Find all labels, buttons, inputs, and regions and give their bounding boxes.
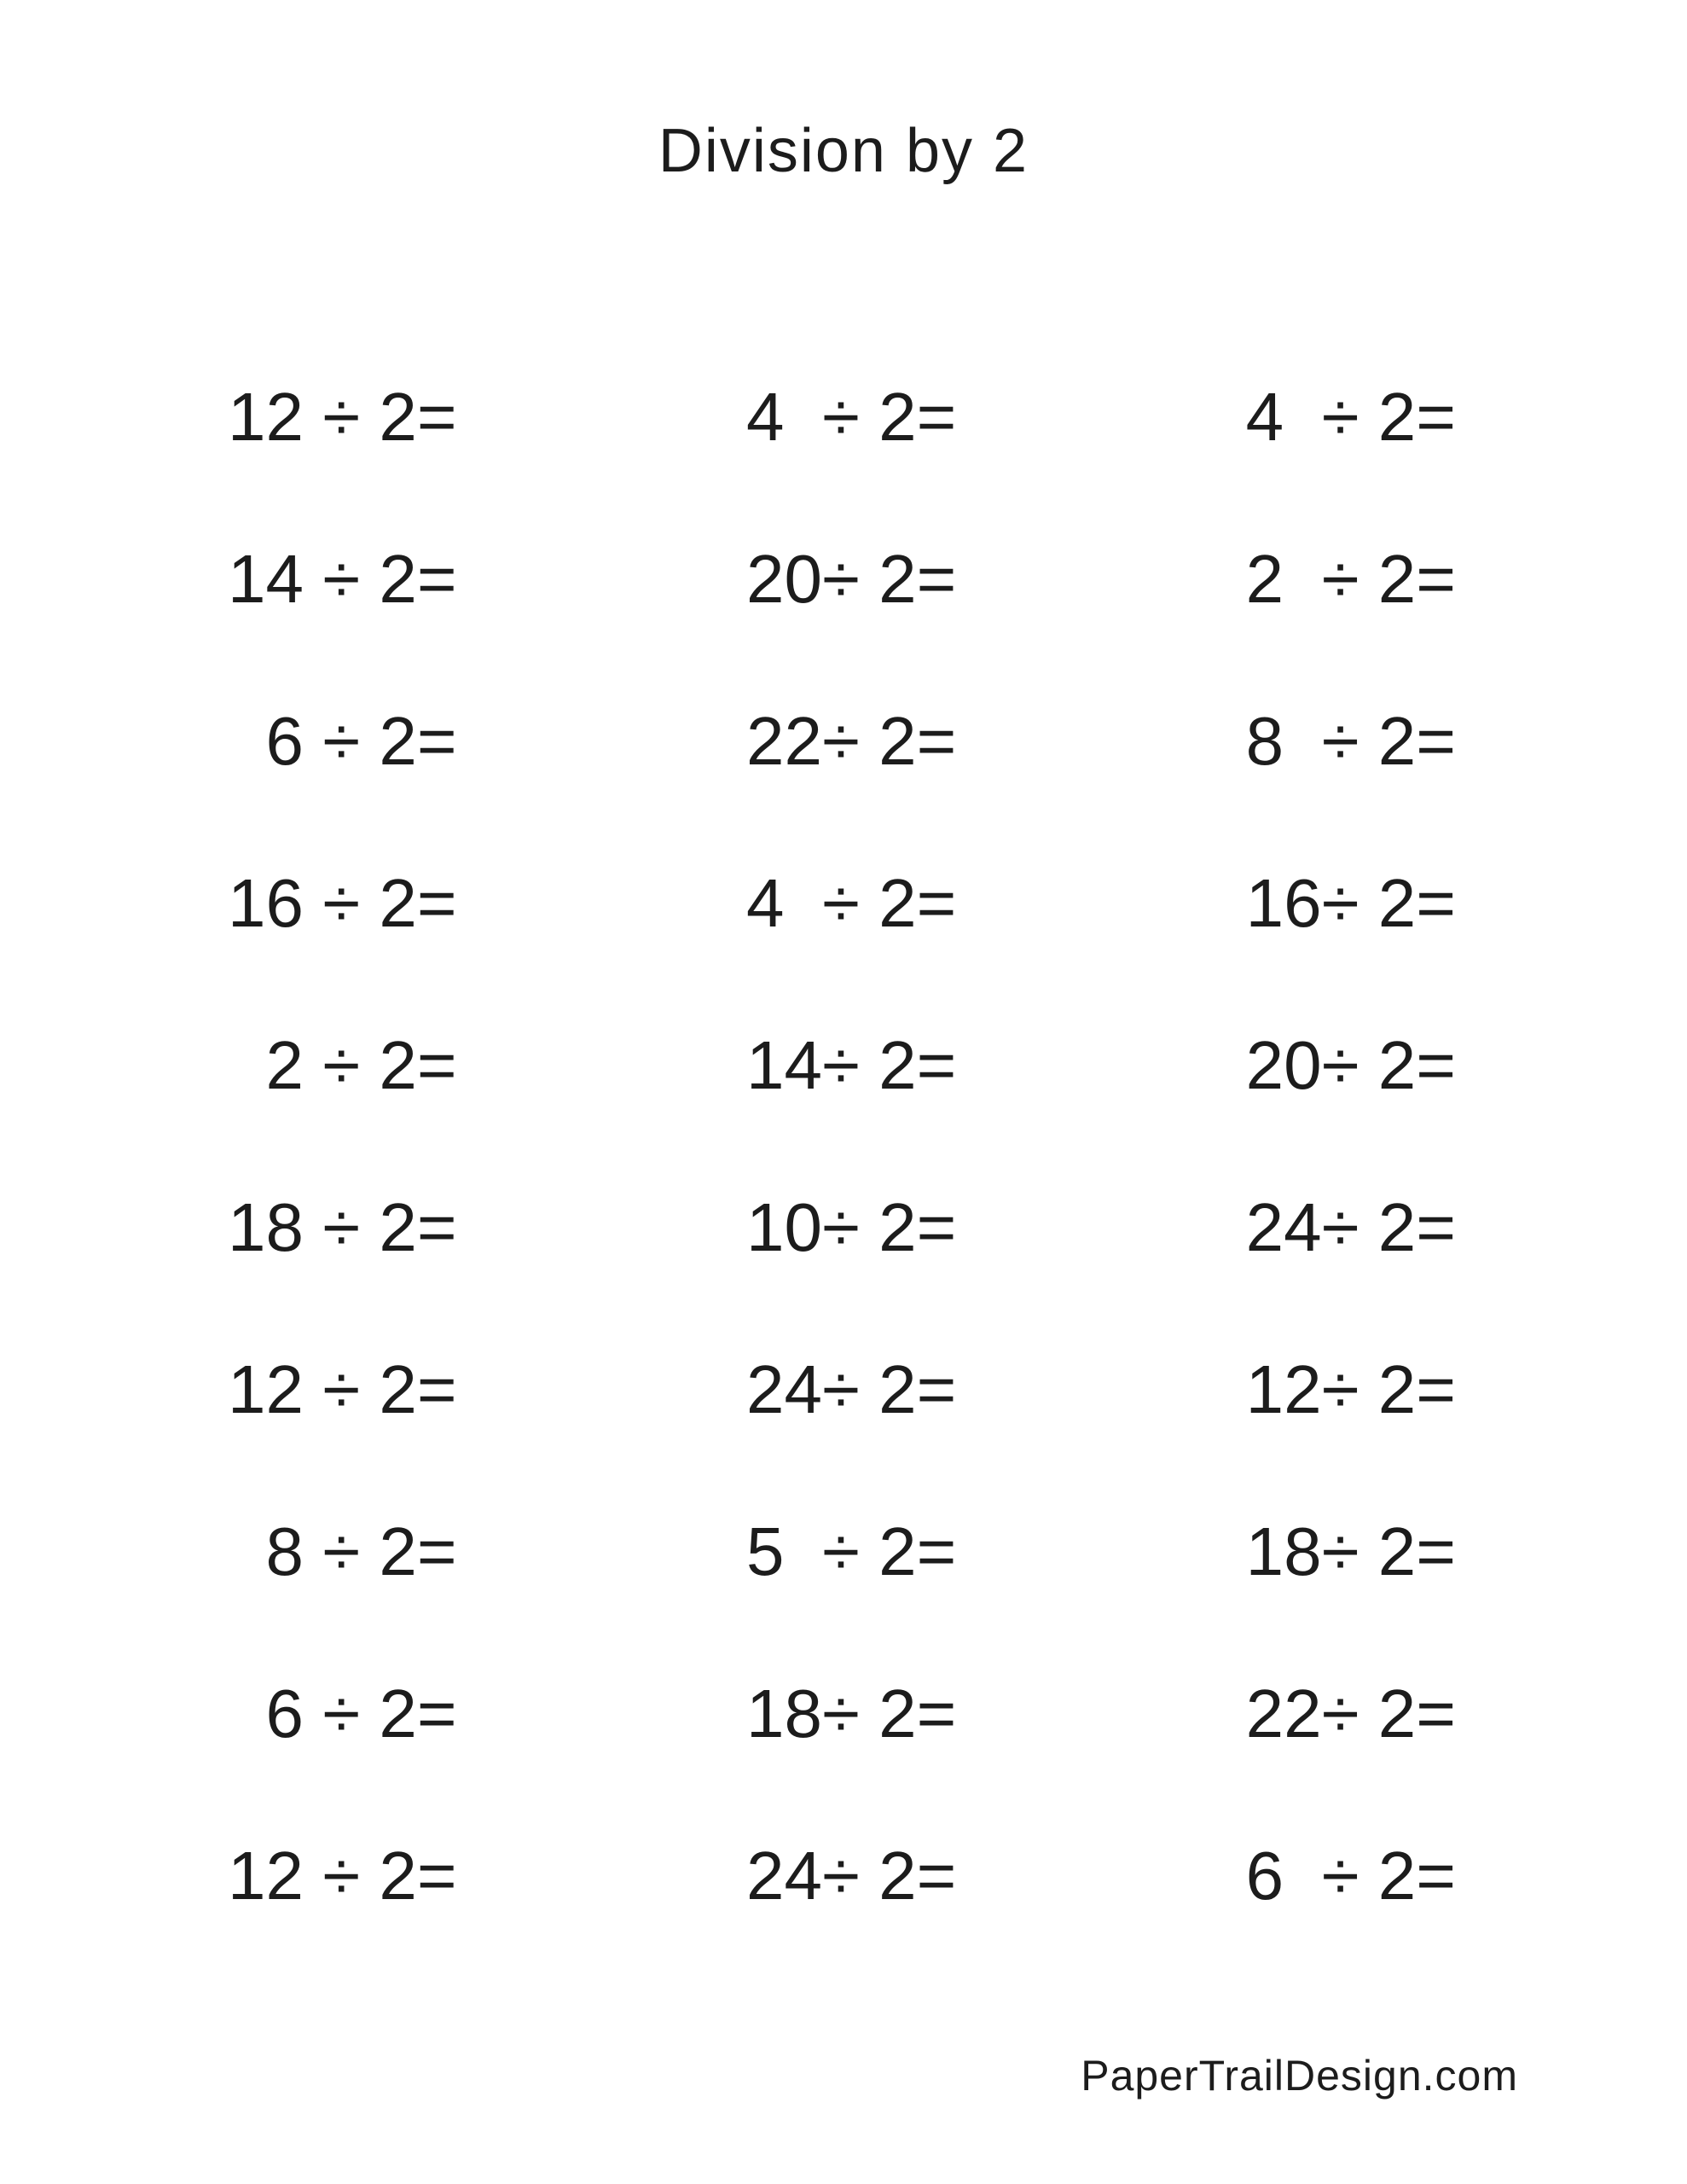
division-problem-r10-c3 bbox=[1245, 1838, 1456, 1914]
division-problem-r2-c2 bbox=[745, 541, 957, 617]
operator-divisor-equals: ÷ 2= bbox=[1321, 541, 1456, 617]
division-problem-r3-c3 bbox=[1245, 703, 1456, 779]
operator-divisor-equals: ÷ 2= bbox=[821, 1513, 957, 1589]
dividend: 22 bbox=[745, 703, 822, 779]
dividend: 6 bbox=[265, 703, 304, 779]
division-problem-r2-c1 bbox=[228, 541, 457, 617]
operator-divisor-equals: ÷ 2= bbox=[821, 703, 957, 779]
dividend: 8 bbox=[1245, 703, 1284, 779]
dividend: 20 bbox=[1245, 1027, 1322, 1103]
operator-divisor-equals: ÷ 2= bbox=[1321, 1351, 1456, 1427]
operator-divisor-equals: ÷ 2= bbox=[303, 1189, 457, 1265]
operator-divisor-equals: ÷ 2= bbox=[1321, 865, 1456, 941]
dividend: 8 bbox=[265, 1513, 304, 1589]
dividend: 16 bbox=[228, 865, 304, 941]
division-problem-r8-c1 bbox=[228, 1513, 457, 1589]
division-problem-r6-c1 bbox=[228, 1189, 457, 1265]
operator-divisor-equals: ÷ 2= bbox=[821, 1027, 957, 1103]
operator-divisor-equals: ÷ 2= bbox=[821, 1676, 957, 1751]
dividend: 6 bbox=[265, 1676, 304, 1751]
operator-divisor-equals: ÷ 2= bbox=[821, 1838, 957, 1914]
operator-divisor-equals: ÷ 2= bbox=[821, 1351, 957, 1427]
dividend: 20 bbox=[745, 541, 822, 617]
division-problem-r6-c3 bbox=[1245, 1189, 1456, 1265]
dividend: 12 bbox=[228, 379, 304, 455]
dividend: 2 bbox=[1245, 541, 1284, 617]
dividend: 5 bbox=[745, 1513, 785, 1589]
operator-divisor-equals: ÷ 2= bbox=[303, 1351, 457, 1427]
dividend: 16 bbox=[1245, 865, 1322, 941]
division-problem-r6-c2 bbox=[745, 1189, 957, 1265]
division-problem-r7-c1 bbox=[228, 1351, 457, 1427]
division-problem-r10-c1 bbox=[228, 1838, 457, 1914]
operator-divisor-equals: ÷ 2= bbox=[1321, 1027, 1456, 1103]
operator-divisor-equals: ÷ 2= bbox=[1321, 1838, 1456, 1914]
division-problem-r1-c2 bbox=[745, 379, 957, 455]
division-problem-r4-c2 bbox=[745, 865, 957, 941]
page-title: Division by 2 bbox=[658, 117, 1029, 185]
dividend: 4 bbox=[745, 379, 785, 455]
operator-divisor-equals: ÷ 2= bbox=[821, 1189, 957, 1265]
division-problem-r3-c1 bbox=[228, 703, 457, 779]
division-problem-r1-c1 bbox=[228, 379, 457, 455]
dividend: 4 bbox=[1245, 379, 1284, 455]
dividend: 2 bbox=[265, 1027, 304, 1103]
division-problem-r2-c3 bbox=[1245, 541, 1456, 617]
dividend: 22 bbox=[1245, 1676, 1322, 1751]
dividend: 10 bbox=[745, 1189, 822, 1265]
dividend: 18 bbox=[745, 1676, 822, 1751]
operator-divisor-equals: ÷ 2= bbox=[1321, 1676, 1456, 1751]
operator-divisor-equals: ÷ 2= bbox=[303, 1513, 457, 1589]
operator-divisor-equals: ÷ 2= bbox=[303, 379, 457, 455]
division-problem-r9-c3 bbox=[1245, 1676, 1456, 1751]
division-problem-r9-c1 bbox=[228, 1676, 457, 1751]
dividend: 6 bbox=[1245, 1838, 1284, 1914]
dividend: 18 bbox=[1245, 1513, 1322, 1589]
division-problem-r1-c3 bbox=[1245, 379, 1456, 455]
operator-divisor-equals: ÷ 2= bbox=[1321, 1189, 1456, 1265]
division-problem-r10-c2 bbox=[745, 1838, 957, 1914]
division-problem-r3-c2 bbox=[745, 703, 957, 779]
dividend: 24 bbox=[745, 1351, 822, 1427]
problems-grid bbox=[228, 336, 1456, 1957]
dividend: 14 bbox=[745, 1027, 822, 1103]
operator-divisor-equals: ÷ 2= bbox=[303, 1676, 457, 1751]
operator-divisor-equals: ÷ 2= bbox=[303, 1838, 457, 1914]
dividend: 4 bbox=[745, 865, 785, 941]
operator-divisor-equals: ÷ 2= bbox=[1321, 1513, 1456, 1589]
dividend: 14 bbox=[228, 541, 304, 617]
operator-divisor-equals: ÷ 2= bbox=[1321, 703, 1456, 779]
division-problem-r7-c2 bbox=[745, 1351, 957, 1427]
division-problem-r9-c2 bbox=[745, 1676, 957, 1751]
division-problem-r5-c1 bbox=[228, 1027, 457, 1103]
dividend: 18 bbox=[228, 1189, 304, 1265]
operator-divisor-equals: ÷ 2= bbox=[821, 865, 957, 941]
division-problem-r7-c3 bbox=[1245, 1351, 1456, 1427]
footer-credit: PaperTrailDesign.com bbox=[1081, 2052, 1518, 2100]
operator-divisor-equals: ÷ 2= bbox=[1321, 379, 1456, 455]
dividend: 12 bbox=[228, 1838, 304, 1914]
operator-divisor-equals: ÷ 2= bbox=[303, 541, 457, 617]
dividend: 12 bbox=[1245, 1351, 1322, 1427]
operator-divisor-equals: ÷ 2= bbox=[303, 703, 457, 779]
division-problem-r8-c2 bbox=[745, 1513, 957, 1589]
division-problem-r8-c3 bbox=[1245, 1513, 1456, 1589]
operator-divisor-equals: ÷ 2= bbox=[303, 1027, 457, 1103]
division-problem-r5-c3 bbox=[1245, 1027, 1456, 1103]
operator-divisor-equals: ÷ 2= bbox=[303, 865, 457, 941]
operator-divisor-equals: ÷ 2= bbox=[821, 541, 957, 617]
dividend: 24 bbox=[745, 1838, 822, 1914]
operator-divisor-equals: ÷ 2= bbox=[821, 379, 957, 455]
division-problem-r4-c3 bbox=[1245, 865, 1456, 941]
dividend: 24 bbox=[1245, 1189, 1322, 1265]
division-problem-r5-c2 bbox=[745, 1027, 957, 1103]
dividend: 12 bbox=[228, 1351, 304, 1427]
division-problem-r4-c1 bbox=[228, 865, 457, 941]
